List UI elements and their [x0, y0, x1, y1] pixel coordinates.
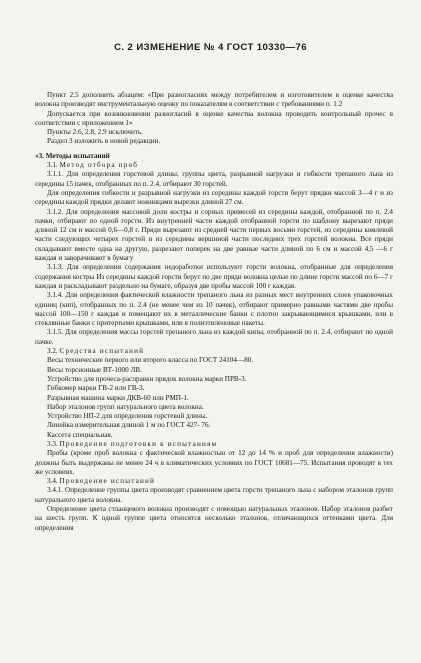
section-3-2-title: Средства испытаний	[59, 347, 145, 356]
equipment-item: Кассета специальная.	[47, 430, 113, 439]
section-3-1-number: 3.1.	[47, 161, 58, 170]
equipment-item: Гибкомер марки ГВ-2 или ГВ-3.	[47, 384, 145, 393]
paragraph-intro-2: Допускается при возникновении разногласий в оценке качества волокна проводить контрольный прочес в соответствии с приложением 1»	[35, 109, 393, 127]
equipment-item: Разрывная машина марки ДКВ-60 или РМП-1.	[47, 393, 189, 402]
section-3-1-heading	[35, 161, 393, 170]
section-3-4-number: 3.4.	[47, 477, 58, 486]
equipment-item: Весы технические первого или второго класса по ГОСТ 24104—80.	[47, 356, 253, 365]
paragraph-3-1-2: 3.1.2. Для определения массовой доли костры и сорных примесей из середины каждой, отобранной по п. 2.4 пачки, отбирают по одной горсти. Из внутренней части каждой отобранной горсти по шаблону вырезают пряди длиной 12 см и массой 0,6—0,8 г. Пряди вырезают из средней части первых восьми горстей, из середины комлевой части следующих четырех горстей и из середины вершиной части последних трех горстей волокна. Все пряди складывают вместе одна на другую, разрезают поперек на две равные части длиной по 6 см и массой 4,5 —6 г каждая и заворачивают в бумагу	[35, 207, 393, 263]
paragraph-intro-1: Пункт 2.5 дополнить абзацем: «При разногласиях между потребителем и изготовителем в оценке качества волокна производят инструментальную оценку по показателям в соответствии с требованиями п. 1.2	[35, 91, 393, 109]
section-3-4-heading	[35, 477, 393, 486]
section-3-4-title: Проведение испытаний	[59, 477, 156, 486]
paragraph-3-4-1: 3.4.1. Определение группы цвета производят сравнением цвета горсти трепаного льна с набором эталонов групп натурального цвета волокна.	[35, 486, 393, 504]
section-3-3-title: Проведение подготовки к испытаниям	[59, 439, 218, 448]
paragraph-3-3: Пробы (кроме проб волокна с фактической влажностью от 12 до 14 % и проб для определения влажности) должны быть выдержаны не менее 24 ч в климатических условиях по ГОСТ 10681—75. Испытания проводят в тех же условиях.	[35, 449, 393, 476]
section-3-2-number: 3.2.	[47, 347, 58, 356]
paragraph-3-4-1-b: Определение цвета стланцевого волокна производят с помощью натуральных эталонов. Набор эталонов разбит на шесть групп. К одной группе цвета относятся несколько эталонов, отличающихся оттенками цвета. Для определения	[35, 505, 393, 532]
paragraph-3-1-4: 3.1.4. Для определения фактической влажности трепаного льна из разных мест внутренних слоев упаковочных единиц (кип), отобранных по п. 2.4 (не менее чем из 10 пачек), отбирают примерно равными частями две пробы массой 100—150 г каждая и помещают их в металлические банки с плотно закрывающимися крышками, или в стеклянные банки с притертыми крышками, или в полиэтиленовые пакеты.	[35, 291, 393, 328]
equipment-item: Линейка измерительная длиной 1 м по ГОСТ 427- 76.	[47, 421, 211, 430]
equipment-item: Набор эталонов групп натурального цвета волокна.	[47, 402, 204, 411]
paragraph-intro-4: Раздел 3 изложить в новой редакции.	[47, 137, 161, 146]
document-body	[35, 91, 393, 533]
page-header: С. 2 ИЗМЕНЕНИЕ № 4 ГОСТ 10330—76	[114, 42, 307, 53]
section-3-2-heading	[35, 347, 393, 356]
section-3-1-title: Метод отбора проб	[59, 161, 139, 170]
equipment-item: Устройство НП-2 для определения горстевой длины.	[47, 412, 208, 421]
paragraph-3-1-1: 3.1.1. Для определения горстевой длины, группы цвета, разрывной нагрузки и гибкости трепаного льна из середины 15 пачек, отобранных по п. 2.4, отбирают 30 горстей.	[35, 170, 393, 188]
section-3-3-number: 3.3.	[47, 439, 58, 448]
equipment-item: Устройство для прочеса-расправки прядок волокна марки ПРВ-3.	[47, 374, 247, 383]
paragraph-intro-3: Пункты 2.6, 2.8, 2.9 исключить.	[47, 128, 143, 137]
paragraph-3-1-3: 3.1.3. Для определения содержания недоработки используют горсти волокна, отобранные для определения содержания костры Из середины каждой горсти берут по две пряди волокна целые по длине горсти массой по 6—7 г каждая и раскладывают раздельно на бумаге, образуя две пробы массой 100 г каждая.	[35, 263, 393, 290]
section-3-title: «3. Методы испытаний	[35, 151, 110, 160]
section-3-3-heading	[35, 440, 393, 449]
equipment-item: Весы торсионные ВТ-1000 ЛВ.	[47, 365, 142, 374]
paragraph-3-1-1-b: Для определения гибкости и разрывной нагрузки из середины каждой горсти берут прядки массой 3—4 г и из середины каждой прядки делают ножницами вырезки длиной 27 см.	[35, 188, 393, 207]
paragraph-3-1-5: 3.1.5. Для определения массы горстей трепаного льна из каждой кипы, отобранной по п. 2.4, отбирают по одной пачке.	[35, 328, 393, 346]
